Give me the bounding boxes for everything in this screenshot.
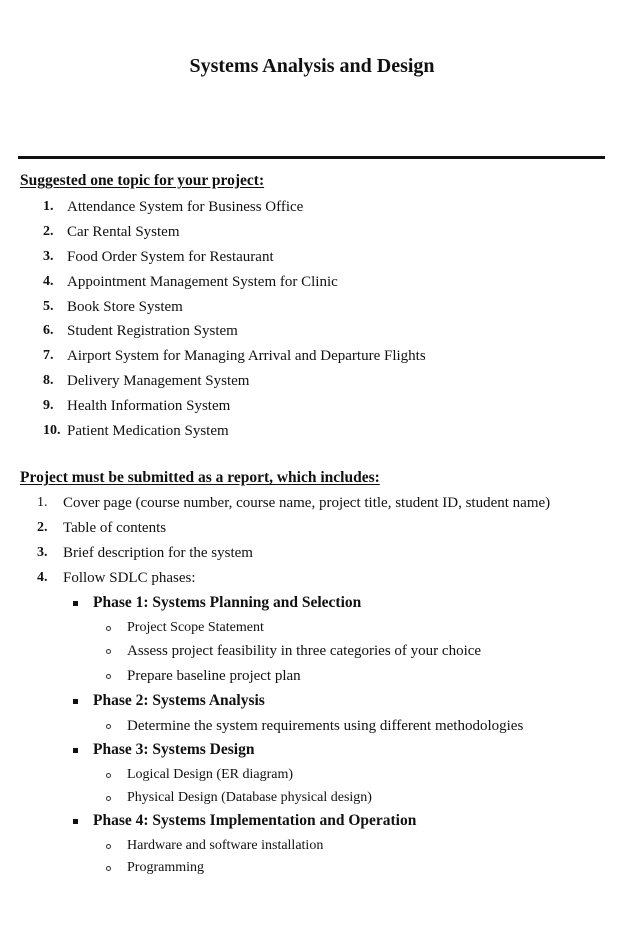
horizontal-divider xyxy=(18,156,605,159)
list-text: Car Rental System xyxy=(67,224,180,240)
circle-bullet-icon xyxy=(106,796,111,801)
square-bullet-icon xyxy=(73,748,78,753)
list-number: 1. xyxy=(43,199,54,214)
sub-item-text: Assess project feasibility in three categories of your choice xyxy=(127,643,482,659)
list-number: 1. xyxy=(37,495,48,510)
circle-bullet-icon xyxy=(106,626,111,631)
circle-bullet-icon xyxy=(106,674,111,679)
circle-bullet-icon xyxy=(106,866,111,871)
list-number: 4. xyxy=(43,274,54,289)
phase-label: Phase 4: Systems Implementation and Operation xyxy=(93,812,417,829)
circle-bullet-icon xyxy=(106,773,111,778)
square-bullet-icon xyxy=(73,601,78,606)
list-text: Student Registration System xyxy=(67,323,238,339)
sub-item-text: Hardware and software installation xyxy=(127,838,324,853)
list-text: Brief description for the system xyxy=(63,545,253,561)
phase-label: Phase 3: Systems Design xyxy=(93,741,255,758)
circle-bullet-icon xyxy=(106,844,111,849)
topics-heading: Suggested one topic for your project: xyxy=(20,172,265,189)
list-number: 4. xyxy=(37,570,48,585)
phase-label: Phase 1: Systems Planning and Selection xyxy=(93,594,362,611)
list-number: 5. xyxy=(43,299,54,314)
report-heading: Project must be submitted as a report, which includes: xyxy=(20,469,380,486)
sub-item-text: Determine the system requirements using different methodologies xyxy=(127,718,524,734)
list-number: 2. xyxy=(37,520,48,535)
list-number: 7. xyxy=(43,348,54,363)
sub-item-text: Physical Design (Database physical design) xyxy=(127,790,372,805)
list-text: Food Order System for Restaurant xyxy=(67,249,274,265)
list-text: Airport System for Managing Arrival and Departure Flights xyxy=(67,348,426,364)
phase-label: Phase 2: Systems Analysis xyxy=(93,692,265,709)
list-number: 9. xyxy=(43,398,54,413)
list-text: Book Store System xyxy=(67,299,183,315)
circle-bullet-icon xyxy=(106,649,111,654)
sub-item-text: Logical Design (ER diagram) xyxy=(127,767,294,782)
sub-item-text: Project Scope Statement xyxy=(127,620,264,635)
list-number: 3. xyxy=(43,249,54,264)
list-number: 3. xyxy=(37,545,48,560)
sub-item-text: Programming xyxy=(127,860,204,875)
square-bullet-icon xyxy=(73,699,78,704)
list-number: 8. xyxy=(43,373,54,388)
circle-bullet-icon xyxy=(106,724,111,729)
list-text: Health Information System xyxy=(67,398,231,414)
list-text: Patient Medication System xyxy=(67,423,229,439)
list-text: Attendance System for Business Office xyxy=(67,199,304,215)
list-text: Follow SDLC phases: xyxy=(63,570,196,586)
square-bullet-icon xyxy=(73,819,78,824)
list-number: 10. xyxy=(43,423,61,438)
list-text: Cover page (course number, course name, project title, student ID, student name) xyxy=(63,495,551,511)
list-text: Appointment Management System for Clinic xyxy=(67,274,338,290)
list-text: Table of contents xyxy=(63,520,167,536)
list-text: Delivery Management System xyxy=(67,373,250,389)
page-title: Systems Analysis and Design xyxy=(189,55,435,77)
list-number: 6. xyxy=(43,323,54,338)
sub-item-text: Prepare baseline project plan xyxy=(127,668,301,684)
list-number: 2. xyxy=(43,224,54,239)
